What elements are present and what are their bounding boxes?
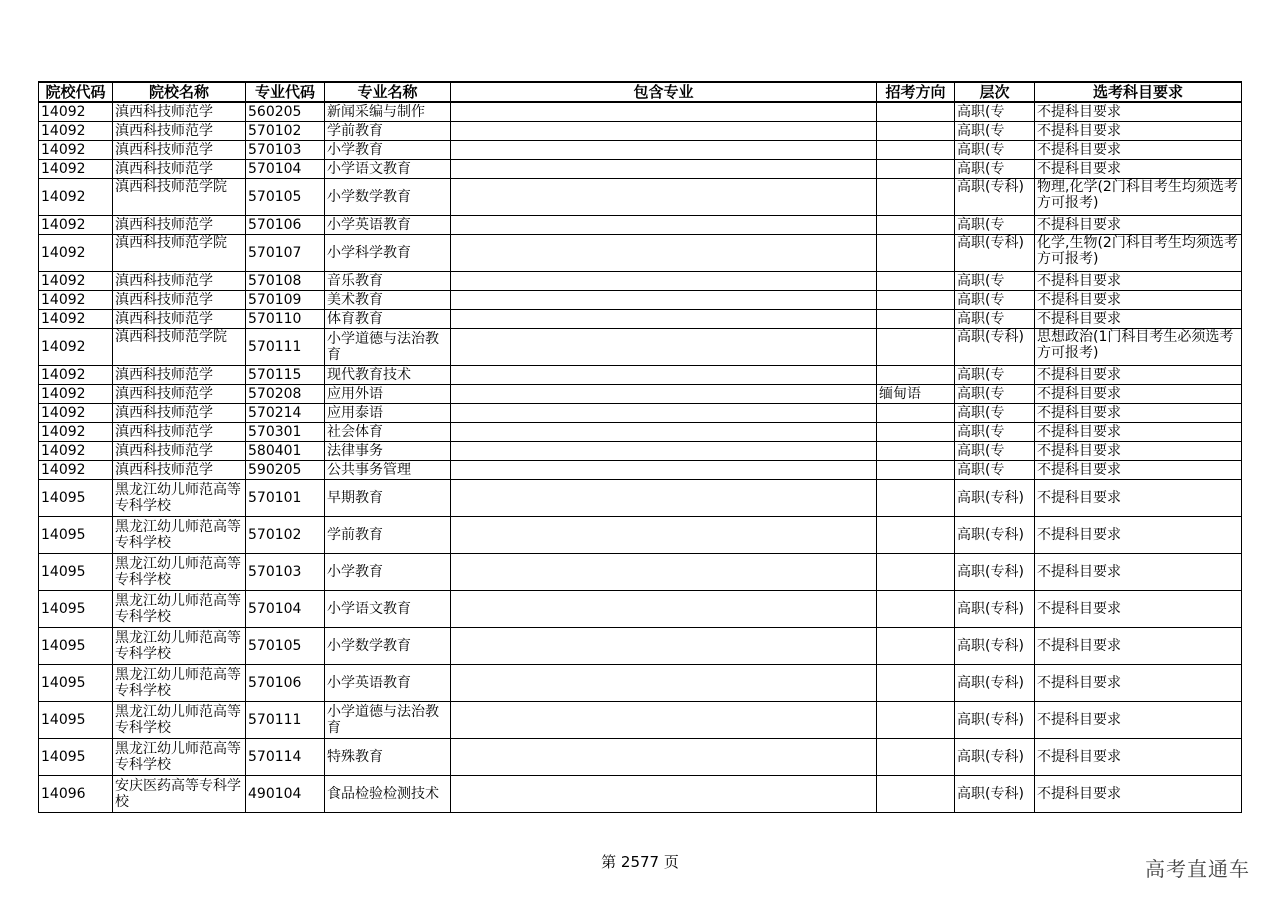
cell-school-code: 14092: [39, 366, 113, 385]
cell-major-name: 小学教育: [325, 141, 451, 160]
table-header-row: [39, 82, 1242, 102]
cell-school-code: 14092: [39, 179, 113, 216]
cell-level: 高职(专: [955, 442, 1035, 461]
cell-school-name: 黑龙江幼儿师范高等专科学校: [113, 739, 246, 776]
cell-included-majors: [451, 160, 877, 179]
cell-direction: [877, 272, 955, 291]
cell-major-code: 570104: [246, 160, 325, 179]
cell-level: 高职(专科): [955, 329, 1035, 366]
cell-major-code: 570105: [246, 628, 325, 665]
cell-major-code: 570102: [246, 517, 325, 554]
cell-direction: [877, 102, 955, 122]
cell-major-name: 小学道德与法治教育: [325, 702, 451, 739]
cell-direction: [877, 179, 955, 216]
page-number: 第 2577 页: [601, 853, 679, 871]
cell-subject-requirement: 不提科目要求: [1035, 272, 1242, 291]
cell-level: 高职(专: [955, 291, 1035, 310]
cell-subject-requirement: 不提科目要求: [1035, 404, 1242, 423]
table-row: [39, 141, 1242, 160]
cell-level: 高职(专: [955, 272, 1035, 291]
cell-direction: [877, 739, 955, 776]
admissions-table: [38, 81, 1242, 813]
cell-major-code: 570107: [246, 235, 325, 272]
cell-school-code: 14095: [39, 628, 113, 665]
cell-direction: [877, 216, 955, 235]
table-row: [39, 665, 1242, 702]
cell-major-code: 570104: [246, 591, 325, 628]
cell-direction: [877, 291, 955, 310]
cell-included-majors: [451, 141, 877, 160]
cell-direction: [877, 702, 955, 739]
cell-school-code: 14092: [39, 310, 113, 329]
cell-included-majors: [451, 310, 877, 329]
table-row: [39, 554, 1242, 591]
cell-major-code: 570111: [246, 329, 325, 366]
cell-major-name: 小学教育: [325, 554, 451, 591]
cell-level: 高职(专科): [955, 480, 1035, 517]
cell-major-name: 特殊教育: [325, 739, 451, 776]
cell-major-name: 小学英语教育: [325, 216, 451, 235]
cell-major-name: 小学语文教育: [325, 591, 451, 628]
cell-level: 高职(专科): [955, 235, 1035, 272]
cell-included-majors: [451, 628, 877, 665]
header-level: 层次: [955, 82, 1035, 102]
cell-subject-requirement: 不提科目要求: [1035, 461, 1242, 480]
cell-direction: [877, 366, 955, 385]
cell-subject-requirement: 不提科目要求: [1035, 665, 1242, 702]
table-row: [39, 179, 1242, 216]
table-row: [39, 291, 1242, 310]
header-school-code: 院校代码: [39, 82, 113, 102]
table-row: [39, 517, 1242, 554]
cell-school-code: 14092: [39, 329, 113, 366]
cell-subject-requirement: 不提科目要求: [1035, 141, 1242, 160]
cell-level: 高职(专科): [955, 628, 1035, 665]
cell-subject-requirement: 不提科目要求: [1035, 366, 1242, 385]
cell-major-code: 490104: [246, 776, 325, 813]
cell-direction: [877, 141, 955, 160]
cell-level: 高职(专: [955, 461, 1035, 480]
cell-direction: [877, 461, 955, 480]
cell-subject-requirement: 不提科目要求: [1035, 702, 1242, 739]
cell-level: 高职(专科): [955, 739, 1035, 776]
cell-major-code: 570301: [246, 423, 325, 442]
cell-school-name: 黑龙江幼儿师范高等专科学校: [113, 554, 246, 591]
table-row: [39, 102, 1242, 122]
cell-major-code: 570108: [246, 272, 325, 291]
cell-subject-requirement: 不提科目要求: [1035, 122, 1242, 141]
cell-major-name: 学前教育: [325, 517, 451, 554]
cell-included-majors: [451, 702, 877, 739]
cell-major-name: 体育教育: [325, 310, 451, 329]
cell-subject-requirement: 不提科目要求: [1035, 385, 1242, 404]
cell-school-code: 14092: [39, 291, 113, 310]
cell-school-name: 滇西科技师范学: [113, 366, 246, 385]
cell-major-code: 570102: [246, 122, 325, 141]
cell-major-code: 590205: [246, 461, 325, 480]
cell-included-majors: [451, 291, 877, 310]
cell-direction: [877, 329, 955, 366]
table-row: [39, 423, 1242, 442]
cell-school-code: 14095: [39, 517, 113, 554]
cell-school-name: 滇西科技师范学: [113, 102, 246, 122]
header-direction: 招考方向: [877, 82, 955, 102]
cell-level: 高职(专: [955, 216, 1035, 235]
cell-included-majors: [451, 461, 877, 480]
cell-major-code: 570208: [246, 385, 325, 404]
cell-major-name: 应用泰语: [325, 404, 451, 423]
table-row: [39, 122, 1242, 141]
cell-subject-requirement: 不提科目要求: [1035, 423, 1242, 442]
cell-school-code: 14095: [39, 591, 113, 628]
cell-included-majors: [451, 404, 877, 423]
cell-school-code: 14092: [39, 235, 113, 272]
cell-included-majors: [451, 235, 877, 272]
cell-included-majors: [451, 102, 877, 122]
cell-included-majors: [451, 122, 877, 141]
cell-major-code: 570103: [246, 554, 325, 591]
cell-major-code: 570101: [246, 480, 325, 517]
cell-school-code: 14092: [39, 404, 113, 423]
header-subject-requirement: 选考科目要求: [1035, 82, 1242, 102]
cell-direction: [877, 480, 955, 517]
cell-level: 高职(专: [955, 160, 1035, 179]
cell-level: 高职(专: [955, 366, 1035, 385]
cell-school-code: 14095: [39, 739, 113, 776]
cell-included-majors: [451, 179, 877, 216]
cell-major-name: 小学语文教育: [325, 160, 451, 179]
cell-subject-requirement: 不提科目要求: [1035, 591, 1242, 628]
cell-school-code: 14096: [39, 776, 113, 813]
cell-level: 高职(专: [955, 404, 1035, 423]
table-row: [39, 329, 1242, 366]
cell-school-code: 14092: [39, 216, 113, 235]
cell-subject-requirement: 不提科目要求: [1035, 310, 1242, 329]
cell-level: 高职(专科): [955, 665, 1035, 702]
cell-school-name: 滇西科技师范学: [113, 461, 246, 480]
cell-level: 高职(专: [955, 141, 1035, 160]
table-row: [39, 235, 1242, 272]
cell-major-name: 小学英语教育: [325, 665, 451, 702]
cell-subject-requirement: 不提科目要求: [1035, 628, 1242, 665]
table-body: [39, 102, 1242, 813]
cell-school-code: 14095: [39, 480, 113, 517]
cell-direction: [877, 665, 955, 702]
cell-subject-requirement: 不提科目要求: [1035, 480, 1242, 517]
cell-included-majors: [451, 591, 877, 628]
cell-school-name: 滇西科技师范学院: [113, 329, 246, 366]
cell-major-code: 560205: [246, 102, 325, 122]
table-row: [39, 702, 1242, 739]
cell-school-name: 滇西科技师范学院: [113, 179, 246, 216]
table-row: [39, 216, 1242, 235]
cell-school-code: 14092: [39, 141, 113, 160]
cell-level: 高职(专科): [955, 776, 1035, 813]
cell-school-name: 滇西科技师范学: [113, 423, 246, 442]
watermark-logo: 高考直通车: [1145, 857, 1250, 881]
cell-major-code: 570115: [246, 366, 325, 385]
cell-major-code: 570106: [246, 665, 325, 702]
cell-school-name: 黑龙江幼儿师范高等专科学校: [113, 591, 246, 628]
header-included-majors: 包含专业: [451, 82, 877, 102]
cell-major-name: 食品检验检测技术: [325, 776, 451, 813]
cell-direction: [877, 160, 955, 179]
cell-subject-requirement: 思想政治(1门科目考生必须选考方可报考): [1035, 329, 1242, 366]
cell-school-code: 14092: [39, 272, 113, 291]
table-row: [39, 480, 1242, 517]
cell-major-name: 小学数学教育: [325, 628, 451, 665]
cell-direction: [877, 776, 955, 813]
cell-major-code: 570103: [246, 141, 325, 160]
cell-school-name: 滇西科技师范学: [113, 160, 246, 179]
cell-major-name: 早期教育: [325, 480, 451, 517]
cell-school-name: 滇西科技师范学: [113, 442, 246, 461]
table-row: [39, 776, 1242, 813]
table-row: [39, 591, 1242, 628]
cell-major-name: 小学道德与法治教育: [325, 329, 451, 366]
table-row: [39, 272, 1242, 291]
cell-major-code: 570214: [246, 404, 325, 423]
cell-level: 高职(专科): [955, 702, 1035, 739]
cell-major-name: 音乐教育: [325, 272, 451, 291]
cell-included-majors: [451, 366, 877, 385]
cell-level: 高职(专科): [955, 517, 1035, 554]
cell-school-code: 14095: [39, 665, 113, 702]
cell-direction: [877, 591, 955, 628]
cell-subject-requirement: 不提科目要求: [1035, 160, 1242, 179]
cell-subject-requirement: 不提科目要求: [1035, 739, 1242, 776]
cell-level: 高职(专: [955, 423, 1035, 442]
cell-school-name: 黑龙江幼儿师范高等专科学校: [113, 702, 246, 739]
cell-major-code: 570114: [246, 739, 325, 776]
cell-included-majors: [451, 554, 877, 591]
cell-school-name: 滇西科技师范学: [113, 385, 246, 404]
cell-major-name: 新闻采编与制作: [325, 102, 451, 122]
table-row: [39, 160, 1242, 179]
cell-included-majors: [451, 776, 877, 813]
cell-school-name: 黑龙江幼儿师范高等专科学校: [113, 517, 246, 554]
header-major-code: 专业代码: [246, 82, 325, 102]
cell-major-code: 580401: [246, 442, 325, 461]
table-row: [39, 310, 1242, 329]
cell-school-code: 14095: [39, 554, 113, 591]
cell-school-code: 14092: [39, 423, 113, 442]
cell-level: 高职(专科): [955, 179, 1035, 216]
header-major-name: 专业名称: [325, 82, 451, 102]
cell-direction: [877, 554, 955, 591]
cell-major-code: 570109: [246, 291, 325, 310]
cell-subject-requirement: 不提科目要求: [1035, 517, 1242, 554]
cell-subject-requirement: 不提科目要求: [1035, 102, 1242, 122]
cell-included-majors: [451, 423, 877, 442]
cell-major-code: 570111: [246, 702, 325, 739]
cell-included-majors: [451, 216, 877, 235]
cell-included-majors: [451, 739, 877, 776]
cell-included-majors: [451, 480, 877, 517]
table-row: [39, 628, 1242, 665]
cell-school-name: 滇西科技师范学: [113, 404, 246, 423]
cell-direction: [877, 423, 955, 442]
cell-direction: [877, 628, 955, 665]
table-row: [39, 739, 1242, 776]
cell-school-name: 滇西科技师范学: [113, 310, 246, 329]
cell-direction: [877, 310, 955, 329]
cell-included-majors: [451, 665, 877, 702]
cell-included-majors: [451, 329, 877, 366]
cell-school-name: 黑龙江幼儿师范高等专科学校: [113, 665, 246, 702]
cell-included-majors: [451, 272, 877, 291]
cell-school-name: 滇西科技师范学: [113, 141, 246, 160]
cell-direction: [877, 517, 955, 554]
cell-school-code: 14092: [39, 442, 113, 461]
cell-school-name: 滇西科技师范学: [113, 291, 246, 310]
cell-direction: [877, 442, 955, 461]
header-school-name: 院校名称: [113, 82, 246, 102]
cell-level: 高职(专科): [955, 591, 1035, 628]
cell-subject-requirement: 不提科目要求: [1035, 776, 1242, 813]
cell-level: 高职(专科): [955, 554, 1035, 591]
cell-school-name: 黑龙江幼儿师范高等专科学校: [113, 628, 246, 665]
cell-major-name: 学前教育: [325, 122, 451, 141]
cell-direction: 缅甸语: [877, 385, 955, 404]
cell-school-name: 安庆医药高等专科学校: [113, 776, 246, 813]
cell-school-code: 14092: [39, 160, 113, 179]
cell-subject-requirement: 化学,生物(2门科目考生均须选考方可报考): [1035, 235, 1242, 272]
cell-included-majors: [451, 517, 877, 554]
cell-major-code: 570105: [246, 179, 325, 216]
cell-school-code: 14092: [39, 102, 113, 122]
cell-major-name: 小学科学教育: [325, 235, 451, 272]
table-row: [39, 461, 1242, 480]
cell-school-code: 14092: [39, 461, 113, 480]
table-row: [39, 442, 1242, 461]
cell-school-code: 14092: [39, 385, 113, 404]
cell-school-code: 14095: [39, 702, 113, 739]
cell-subject-requirement: 物理,化学(2门科目考生均须选考方可报考): [1035, 179, 1242, 216]
cell-included-majors: [451, 442, 877, 461]
cell-level: 高职(专: [955, 102, 1035, 122]
cell-school-name: 滇西科技师范学: [113, 272, 246, 291]
cell-direction: [877, 122, 955, 141]
cell-level: 高职(专: [955, 385, 1035, 404]
cell-included-majors: [451, 385, 877, 404]
cell-major-name: 小学数学教育: [325, 179, 451, 216]
cell-subject-requirement: 不提科目要求: [1035, 291, 1242, 310]
table-row: [39, 404, 1242, 423]
cell-major-name: 美术教育: [325, 291, 451, 310]
cell-major-code: 570106: [246, 216, 325, 235]
cell-direction: [877, 404, 955, 423]
cell-subject-requirement: 不提科目要求: [1035, 554, 1242, 591]
table-row: [39, 385, 1242, 404]
cell-level: 高职(专: [955, 310, 1035, 329]
cell-school-name: 滇西科技师范学: [113, 216, 246, 235]
cell-major-name: 法律事务: [325, 442, 451, 461]
cell-level: 高职(专: [955, 122, 1035, 141]
cell-major-name: 社会体育: [325, 423, 451, 442]
cell-major-code: 570110: [246, 310, 325, 329]
cell-major-name: 应用外语: [325, 385, 451, 404]
cell-major-name: 公共事务管理: [325, 461, 451, 480]
cell-school-code: 14092: [39, 122, 113, 141]
cell-school-name: 黑龙江幼儿师范高等专科学校: [113, 480, 246, 517]
cell-subject-requirement: 不提科目要求: [1035, 216, 1242, 235]
cell-direction: [877, 235, 955, 272]
table-row: [39, 366, 1242, 385]
cell-major-name: 现代教育技术: [325, 366, 451, 385]
cell-school-name: 滇西科技师范学院: [113, 235, 246, 272]
cell-subject-requirement: 不提科目要求: [1035, 442, 1242, 461]
cell-school-name: 滇西科技师范学: [113, 122, 246, 141]
